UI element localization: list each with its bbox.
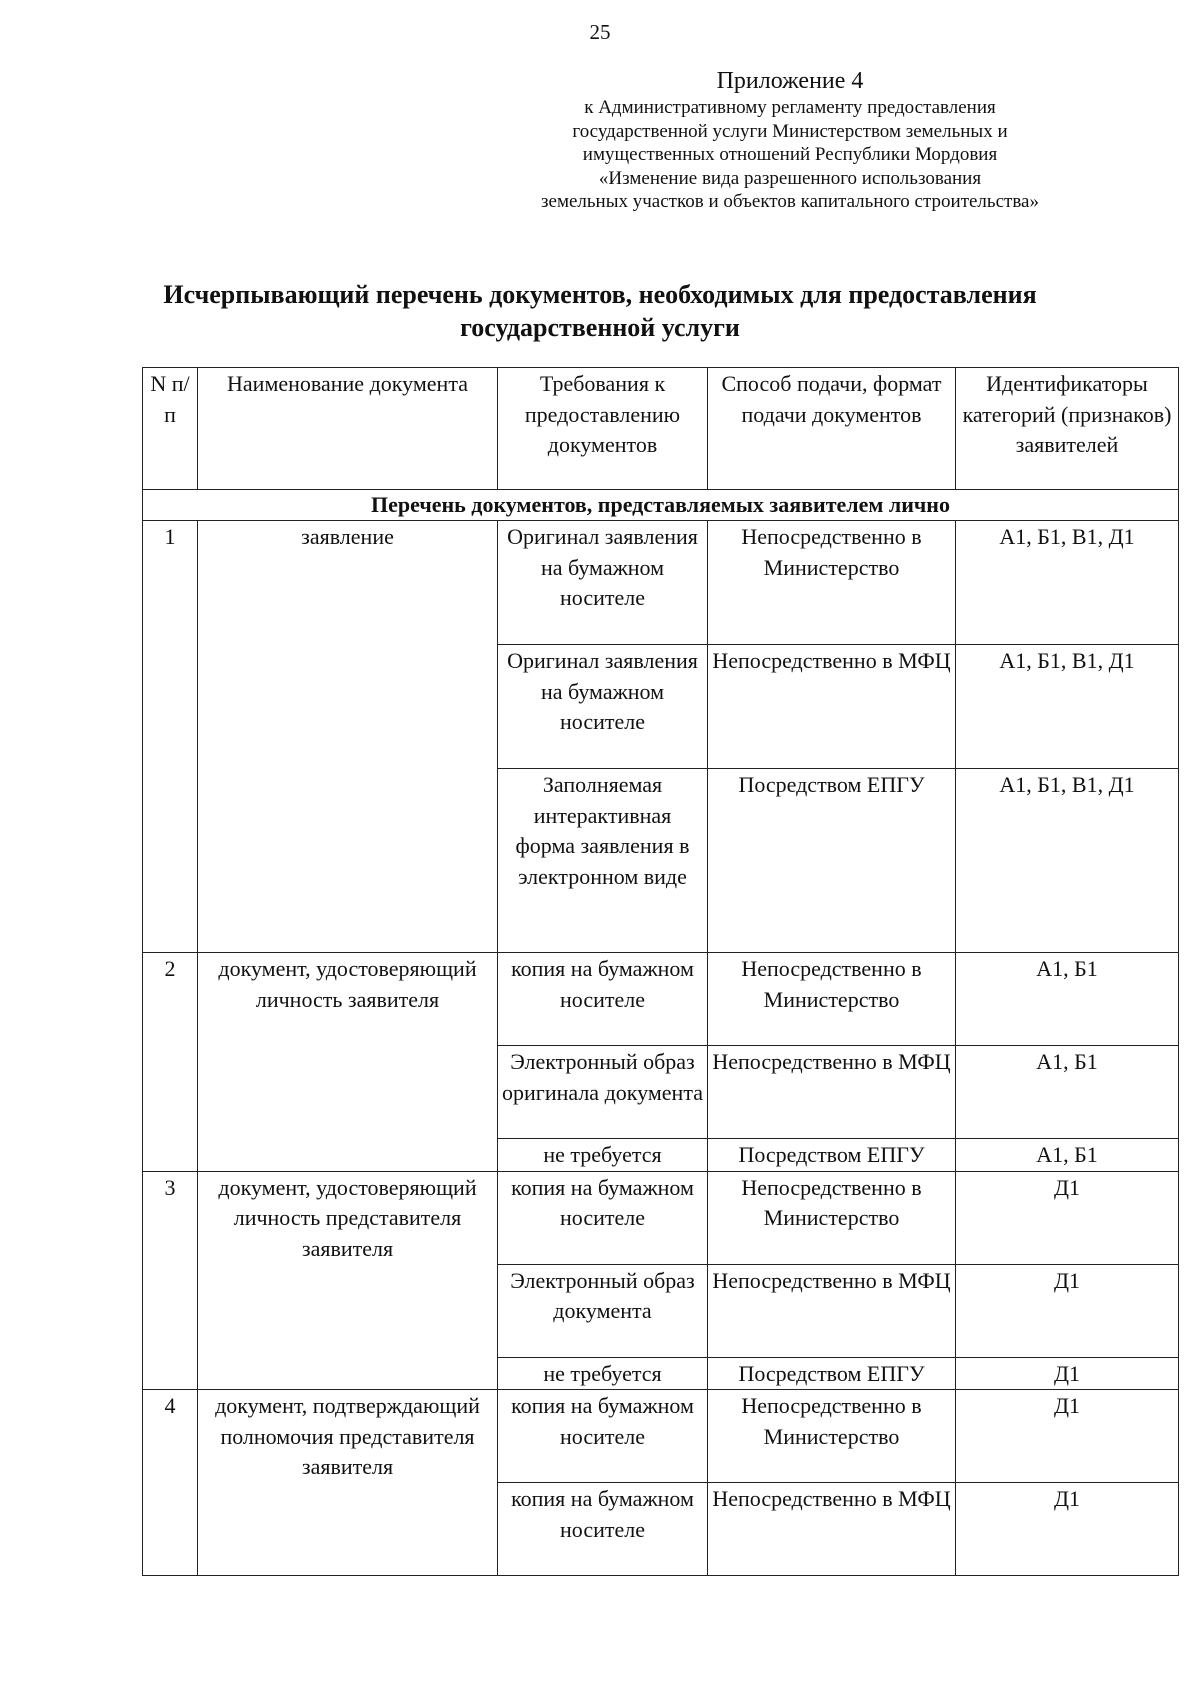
identifiers-cell: Д1 bbox=[956, 1357, 1179, 1390]
table-row bbox=[143, 1171, 1179, 1264]
header-method: Способ подачи, формат подачи документов bbox=[708, 368, 956, 490]
document-name: документ, удостоверяющий личность заявителя bbox=[198, 953, 498, 1172]
section-title: Перечень документов, представляемых заявителем лично bbox=[143, 490, 1179, 521]
header-row bbox=[143, 368, 1179, 490]
method-cell: Непосредственно в Министерство bbox=[708, 1171, 956, 1264]
identifiers-cell: Д1 bbox=[956, 1483, 1179, 1576]
requirement-cell: копия на бумажном носителе bbox=[498, 1171, 708, 1264]
requirement-cell: Электронный образ оригинала документа bbox=[498, 1046, 708, 1139]
header-num: N п/п bbox=[143, 368, 198, 490]
table-row bbox=[143, 953, 1179, 1046]
identifiers-cell: А1, Б1, В1, Д1 bbox=[956, 769, 1179, 953]
requirement-cell: не требуется bbox=[498, 1139, 708, 1172]
document-name: заявление bbox=[198, 521, 498, 953]
method-cell: Непосредственно в Министерство bbox=[708, 953, 956, 1046]
document-title-line: государственной услуги bbox=[460, 313, 740, 342]
row-number: 4 bbox=[143, 1390, 198, 1576]
document-title-line: Исчерпывающий перечень документов, необходимых для предоставления bbox=[163, 280, 1037, 309]
identifiers-cell: А1, Б1, В1, Д1 bbox=[956, 521, 1179, 645]
appendix-line: к Административному регламенту предоставления bbox=[584, 97, 996, 118]
documents-table bbox=[142, 367, 1179, 1576]
requirement-cell: Оригинал заявления на бумажном носителе bbox=[498, 521, 708, 645]
row-number: 1 bbox=[143, 521, 198, 953]
identifiers-cell: Д1 bbox=[956, 1264, 1179, 1357]
method-cell: Непосредственно в Министерство bbox=[708, 1390, 956, 1483]
requirement-cell: копия на бумажном носителе bbox=[498, 1483, 708, 1576]
identifiers-cell: А1, Б1 bbox=[956, 1046, 1179, 1139]
requirement-cell: копия на бумажном носителе bbox=[498, 1390, 708, 1483]
appendix-line: государственной услуги Министерством земельных и bbox=[572, 120, 1008, 142]
identifiers-cell: А1, Б1 bbox=[956, 1139, 1179, 1172]
requirement-cell: копия на бумажном носителе bbox=[498, 953, 708, 1046]
identifiers-cell: Д1 bbox=[956, 1171, 1179, 1264]
table-row bbox=[143, 1390, 1179, 1483]
header-name: Наименование документа bbox=[198, 368, 498, 490]
appendix-title: Приложение 4 bbox=[716, 68, 864, 94]
appendix-block bbox=[480, 66, 1100, 214]
document-title bbox=[100, 278, 1100, 344]
requirement-cell: не требуется bbox=[498, 1357, 708, 1390]
row-number: 2 bbox=[143, 953, 198, 1172]
document-name: документ, подтверждающий полномочия представителя заявителя bbox=[198, 1390, 498, 1576]
appendix-line: земельных участков и объектов капитального строительства» bbox=[541, 191, 1039, 212]
method-cell: Непосредственно в МФЦ bbox=[708, 1264, 956, 1357]
identifiers-cell: А1, Б1 bbox=[956, 953, 1179, 1046]
method-cell: Непосредственно в МФЦ bbox=[708, 1483, 956, 1576]
table-row bbox=[143, 521, 1179, 645]
document-name: документ, удостоверяющий личность представителя заявителя bbox=[198, 1171, 498, 1390]
header-identifiers: Идентификаторы категорий (признаков) заявителей bbox=[956, 368, 1179, 490]
method-cell: Посредством ЕПГУ bbox=[708, 1357, 956, 1390]
section-row bbox=[143, 490, 1179, 521]
page-number: 25 bbox=[589, 20, 611, 44]
requirement-cell: Оригинал заявления на бумажном носителе bbox=[498, 645, 708, 769]
appendix-line: имущественных отношений Республики Мордовия bbox=[582, 144, 998, 165]
requirement-cell: Заполняемая интерактивная форма заявления в электронном виде bbox=[498, 769, 708, 953]
identifiers-cell: Д1 bbox=[956, 1390, 1179, 1483]
appendix-line: «Изменение вида разрешенного использования bbox=[598, 167, 982, 189]
method-cell: Непосредственно в МФЦ bbox=[708, 645, 956, 769]
method-cell: Посредством ЕПГУ bbox=[708, 769, 956, 953]
method-cell: Непосредственно в Министерство bbox=[708, 521, 956, 645]
method-cell: Посредством ЕПГУ bbox=[708, 1139, 956, 1172]
header-requirements: Требования к предоставлению документов bbox=[498, 368, 708, 490]
method-cell: Непосредственно в МФЦ bbox=[708, 1046, 956, 1139]
row-number: 3 bbox=[143, 1171, 198, 1390]
requirement-cell: Электронный образ документа bbox=[498, 1264, 708, 1357]
identifiers-cell: А1, Б1, В1, Д1 bbox=[956, 645, 1179, 769]
